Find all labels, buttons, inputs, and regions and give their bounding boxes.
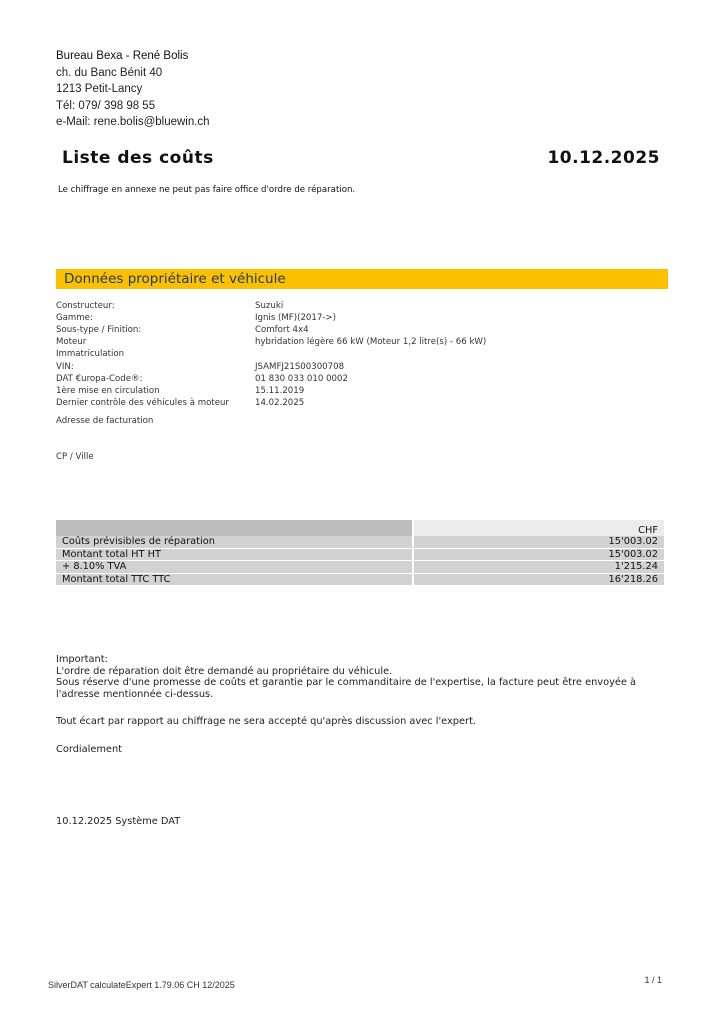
kv-label: VIN: <box>56 362 74 372</box>
sender-phone: Tél: 079/ 398 98 55 <box>56 99 156 112</box>
kv-label: DAT €uropa-Code®: <box>56 374 143 384</box>
sender-city: 1213 Petit-Lancy <box>56 83 143 95</box>
cost-header-label-cell <box>56 520 413 536</box>
kv-label: Gamme: <box>56 313 93 323</box>
important-title: Important: <box>56 654 108 665</box>
important-line-2: Sous réserve d'une promesse de coûts et garantie par le commanditaire de l'expertise, la facture peut être envoyée à <box>56 677 637 688</box>
kv-value: 01 830 033 010 0002 <box>255 374 348 384</box>
table-row <box>56 573 664 586</box>
cost-row-label: Coûts prévisibles de réparation <box>56 536 413 548</box>
kv-label: Constructeur: <box>56 301 115 311</box>
kv-value: Ignis (MF)(2017->) <box>255 313 336 323</box>
cost-row-amount: 1'215.24 <box>413 561 664 574</box>
important-block <box>56 654 666 700</box>
kv-value: 14.02.2025 <box>255 398 305 408</box>
sender-email: e-Mail: rene.bolis@bluewin.ch <box>56 116 210 128</box>
sender-name: Bureau Bexa - René Bolis <box>56 50 189 62</box>
cost-table-header <box>56 520 664 536</box>
table-row <box>56 561 664 574</box>
kv-label: Sous-type / Finition: <box>56 325 142 335</box>
cost-row-amount: 15'003.02 <box>413 548 664 561</box>
document-title: Liste des coûts <box>62 148 214 168</box>
cost-row-label: Montant total HT HT <box>56 548 413 561</box>
cost-row-label: + 8.10% TVA <box>56 561 413 574</box>
document-date: 10.12.2025 <box>547 148 660 168</box>
kv-value: Comfort 4x4 <box>255 325 309 335</box>
kv-label: Moteur <box>56 337 87 347</box>
billing-address-label: Adresse de facturation <box>56 416 154 426</box>
sender-address: ch. du Banc Bénit 40 <box>56 66 163 79</box>
notice-text: Le chiffrage en annexe ne peut pas faire office d'ordre de réparation. <box>58 185 356 195</box>
kv-value: JSAMFJ21S00300708 <box>255 362 345 372</box>
deviation-remark: Tout écart par rapport au chiffrage ne sera accepté qu'après discussion avec l'expert. <box>56 716 477 727</box>
signature-line: 10.12.2025 Système DAT <box>56 816 181 827</box>
page-number: 1 / 1 <box>644 975 662 985</box>
kv-label: Dernier contrôle des véhicules à moteur <box>56 398 229 408</box>
table-row <box>56 536 664 548</box>
kv-value: 15.11.2019 <box>255 386 305 396</box>
kv-value: hybridation légère 66 kW (Moteur 1,2 litre(s) - 66 kW) <box>255 337 487 347</box>
sender-block <box>56 48 210 131</box>
billing-city-label: CP / Ville <box>56 452 94 462</box>
cost-table <box>56 520 664 586</box>
table-row <box>56 548 664 561</box>
important-line-1: L'ordre de réparation doit être demandé au propriétaire du véhicule. <box>56 665 393 677</box>
section-header-owner-vehicle: Données propriétaire et véhicule <box>56 269 668 289</box>
footer-software: SilverDAT calculateExpert 1.79.06 CH 12/2025 <box>48 980 235 990</box>
important-line-3: l'adresse mentionnée ci-dessus. <box>56 688 214 700</box>
cost-row-amount: 16'218.26 <box>413 573 664 586</box>
kv-value: Suzuki <box>255 301 284 311</box>
kv-label: Immatriculation <box>56 349 125 359</box>
cost-row-amount: 15'003.02 <box>413 536 664 548</box>
kv-label: 1ère mise en circulation <box>56 386 160 396</box>
greeting: Cordialement <box>56 744 123 755</box>
cost-row-label: Montant total TTC TTC <box>56 573 413 586</box>
cost-header-currency: CHF <box>413 520 664 536</box>
